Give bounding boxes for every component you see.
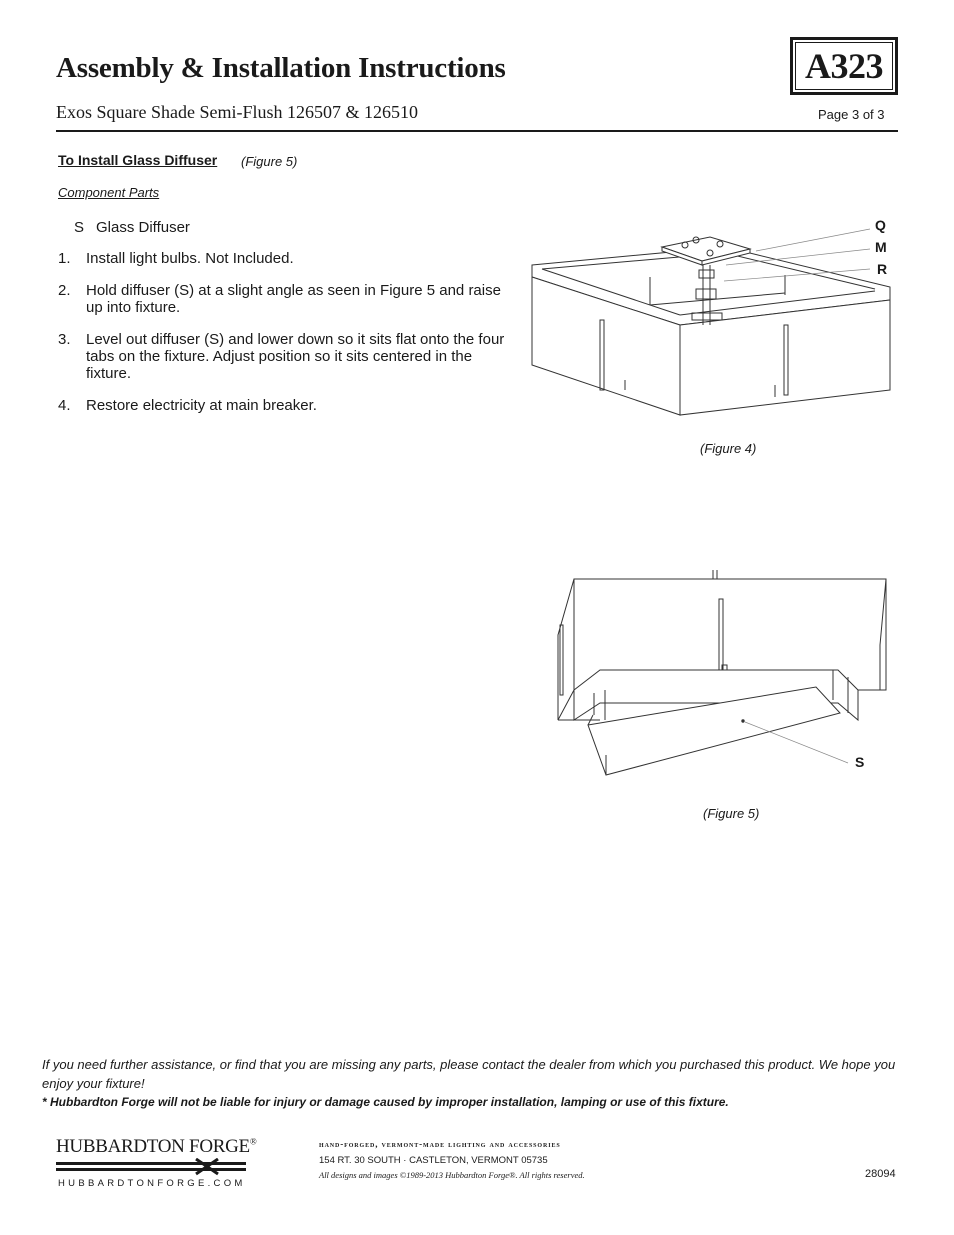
copyright: All designs and images ©1989-2013 Hubbardton Forge®. All rights reserved. bbox=[319, 1170, 585, 1180]
figure-4-label-q: Q bbox=[875, 217, 886, 233]
figure-5-illustration bbox=[548, 565, 893, 780]
step-item bbox=[56, 282, 508, 316]
page-subtitle: Exos Square Shade Semi-Flush 126507 & 126510 bbox=[56, 102, 418, 122]
page-title: Assembly & Installation Instructions bbox=[56, 52, 506, 84]
header-divider bbox=[56, 130, 898, 132]
component-parts-title: Component Parts bbox=[58, 185, 160, 200]
step-text: Restore electricity at main breaker. bbox=[86, 397, 317, 414]
step-text: Level out diffuser (S) and lower down so it sits flat onto the four tabs on the fixture. Adjust position so it sits centered in the fixture. bbox=[86, 331, 505, 382]
document-code: A323 bbox=[805, 46, 883, 86]
forged-bar-icon bbox=[56, 1158, 246, 1176]
figure-4-label-r: R bbox=[877, 261, 888, 277]
brand-logo bbox=[56, 1136, 256, 1181]
step-number: 2. bbox=[58, 282, 71, 299]
document-number: 28094 bbox=[865, 1168, 896, 1180]
instruction-steps bbox=[56, 250, 508, 429]
figure-4-caption: (Figure 4) bbox=[700, 441, 757, 456]
figure-4-label-m: M bbox=[875, 239, 887, 255]
part-name: Glass Diffuser bbox=[96, 219, 190, 236]
brand-mark: ® bbox=[249, 1136, 257, 1147]
section-figure-ref: (Figure 5) bbox=[241, 154, 298, 169]
brand-name: HUBBARDTON FORGE bbox=[56, 1136, 250, 1157]
step-text: Install light bulbs. Not Included. bbox=[86, 250, 294, 267]
step-number: 4. bbox=[58, 397, 71, 414]
tagline: hand-forged, vermont-made lighting and accessories bbox=[319, 1139, 561, 1149]
figure-5-caption: (Figure 5) bbox=[703, 806, 760, 821]
figure-5-label-s: S bbox=[855, 754, 865, 770]
part-letter: S bbox=[74, 219, 85, 236]
step-item bbox=[56, 331, 508, 382]
step-item bbox=[56, 397, 508, 414]
address: 154 RT. 30 SOUTH · CASTLETON, VERMONT 05735 bbox=[319, 1155, 548, 1166]
step-item bbox=[56, 250, 508, 267]
figure-4-illustration bbox=[520, 225, 905, 425]
page-number: Page 3 of 3 bbox=[818, 107, 885, 122]
liability-warning: * Hubbardton Forge will not be liable for injury or damage caused by improper installation, lamping or use of this fixture. bbox=[42, 1095, 729, 1109]
assistance-note: If you need further assistance, or find that you are missing any parts, please contact the dealer from which you purchased this product. We hope you enjoy your fixture! bbox=[42, 1057, 896, 1091]
step-number: 3. bbox=[58, 331, 71, 348]
component-part bbox=[74, 219, 190, 236]
website-text: HUBBARDTONFORGE.COM bbox=[58, 1178, 246, 1189]
document-code-box bbox=[790, 37, 898, 95]
section-heading: To Install Glass Diffuser bbox=[58, 152, 218, 168]
step-text: Hold diffuser (S) at a slight angle as seen in Figure 5 and raise up into fixture. bbox=[86, 282, 501, 316]
step-number: 1. bbox=[58, 250, 71, 267]
